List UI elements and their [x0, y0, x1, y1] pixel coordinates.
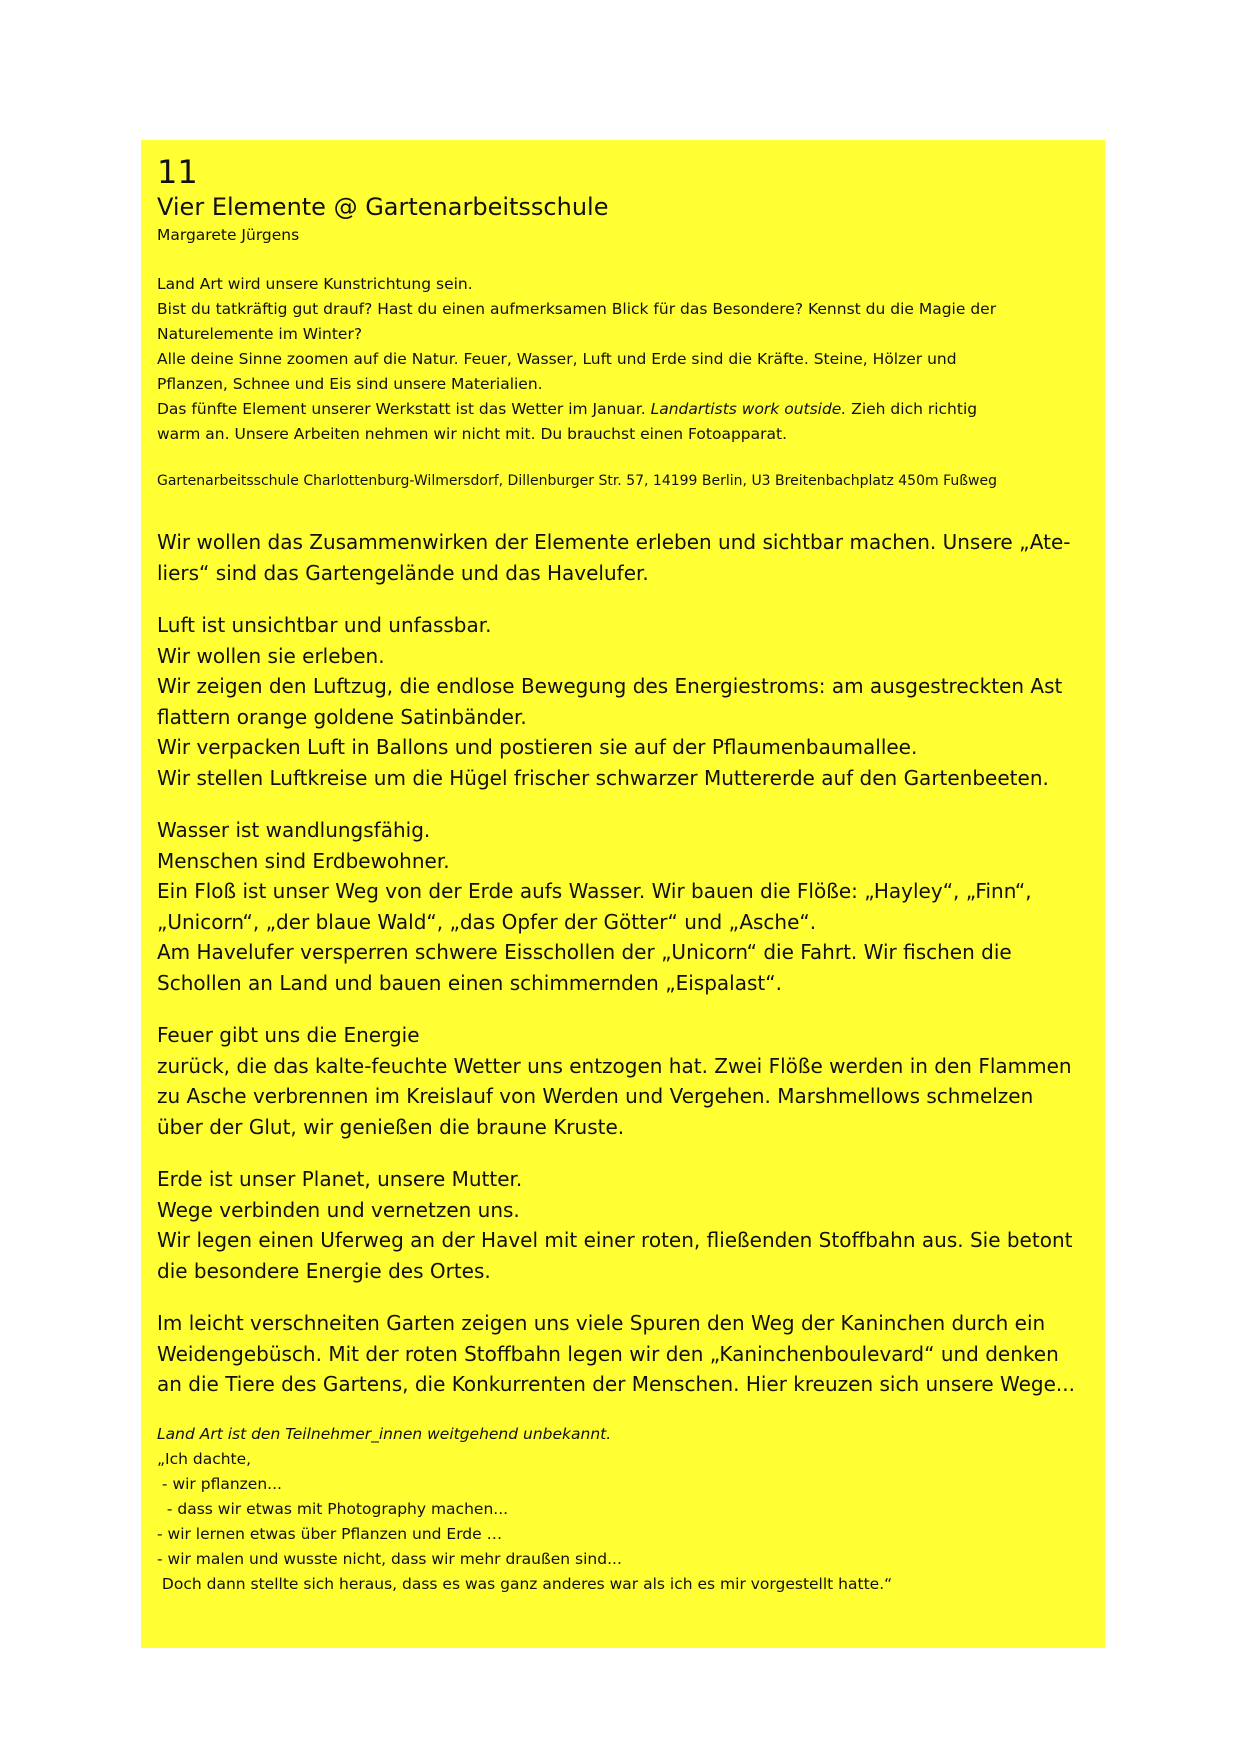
intro-italic-text: Landartists work outside. — [650, 400, 847, 418]
paragraph-line: Weidengebüsch. Mit der roten Stoffbahn legen wir den „Kaninchenboulevard“ und denken — [157, 1341, 1059, 1366]
paragraph-line: Wir wollen das Zusammenwirken der Elemente erleben und sichtbar machen. Unsere „Ate- — [157, 530, 1071, 554]
paragraph-line: Am Havelufer versperren schwere Eisschollen der „Unicorn“ die Fahrt. Wir fischen die — [157, 940, 1012, 964]
paragraph-line: Wir stellen Luftkreise um die Hügel frischer schwarzer Muttererde auf den Gartenbeeten. — [157, 765, 1049, 790]
paragraph-line: Erde ist unser Planet, unsere Mutter. — [157, 1167, 523, 1191]
paragraph-line: flattern orange goldene Satinbänder. — [157, 704, 527, 729]
quote-line: - wir lernen etwas über Pflanzen und Erde … — [157, 1524, 503, 1543]
quote-heading — [157, 1422, 1091, 1447]
intro-line: Alle deine Sinne zoomen auf die Natur. Feuer, Wasser, Luft und Erde sind die Kräfte. Steine, Hölzer und — [157, 350, 957, 368]
paragraph-line: Ein Floß ist unser Weg von der Erde aufs Wasser. Wir bauen die Flöße: „Hayley“, „Finn“, — [157, 879, 1032, 903]
paragraph-line: Wir verpacken Luft in Ballons und postieren sie auf der Pflaumenbaumallee. — [157, 735, 918, 759]
author-name: Margarete Jürgens — [157, 226, 300, 244]
paragraph-line: Feuer gibt uns die Energie — [157, 1023, 420, 1047]
paragraph-water — [157, 815, 1091, 998]
paragraph-garden — [157, 1308, 1091, 1400]
page-number: 11 — [157, 153, 198, 191]
intro-line: warm an. Unsere Arbeiten nehmen wir nicht mit. Du brauchst einen Fotoapparat. — [157, 425, 787, 443]
document-panel — [141, 140, 1105, 1648]
intro-line: Bist du tatkräftig gut drauf? Hast du einen aufmerksamen Blick für das Besondere? Kennst du die Magie der — [157, 300, 997, 318]
paragraph-line: über der Glut, wir genießen die braune Kruste. — [157, 1114, 625, 1139]
paragraph-line: an die Tiere des Gartens, die Konkurrenten der Menschen. Hier kreuzen sich unsere Wege... — [157, 1372, 1075, 1396]
quote-heading-text: Land Art ist den Teilnehmer_innen weitgehend unbekannt. — [157, 1424, 612, 1443]
paragraph-line: Wir legen einen Uferweg an der Havel mit einer roten, fließenden Stoffbahn aus. Sie betont — [157, 1228, 1073, 1252]
paragraph-earth — [157, 1164, 1091, 1286]
intro-line — [157, 397, 1091, 422]
venue-address: Gartenarbeitsschule Charlottenburg-Wilmersdorf, Dillenburger Str. 57, 14199 Berlin, U3 Breitenbachplatz 450m Fußweg — [157, 473, 997, 489]
page-title: Vier Elemente @ Gartenarbeitsschule — [157, 193, 609, 221]
paragraph-line: „Unicorn“, „der blaue Wald“, „das Opfer der Götter“ und „Asche“. — [157, 909, 817, 934]
paragraph-line: zu Asche verbrennen im Kreislauf von Werden und Vergehen. Marshmellows schmelzen — [157, 1084, 1034, 1108]
paragraph-line: Wasser ist wandlungsfähig. — [157, 818, 431, 842]
paragraph-line: zurück, die das kalte-feuchte Wetter uns entzogen hat. Zwei Flöße werden in den Flammen — [157, 1053, 1072, 1078]
paragraph-line: Wir zeigen den Luftzug, die endlose Bewegung des Energiestroms: am ausgestreckten Ast — [157, 674, 1063, 698]
intro-section — [157, 272, 1091, 447]
paragraph-intro — [157, 527, 1091, 588]
quote-line: - dass wir etwas mit Photography machen... — [157, 1499, 509, 1518]
intro-line: Naturelemente im Winter? — [157, 325, 363, 343]
intro-text: Zieh dich richtig — [846, 400, 978, 418]
paragraph-line: Menschen sind Erdbewohner. — [157, 848, 450, 873]
intro-line: Pflanzen, Schnee und Eis sind unsere Materialien. — [157, 375, 543, 393]
paragraph-line: Im leicht verschneiten Garten zeigen uns viele Spuren den Weg der Kaninchen durch ein — [157, 1311, 1046, 1335]
participant-quote — [157, 1422, 1091, 1597]
paragraph-line: die besondere Energie des Ortes. — [157, 1258, 491, 1283]
paragraph-line: Luft ist unsichtbar und unfassbar. — [157, 613, 492, 637]
quote-line: „Ich dachte, — [157, 1449, 252, 1468]
quote-line: - wir malen und wusste nicht, dass wir mehr draußen sind... — [157, 1549, 622, 1568]
body-text — [157, 527, 1091, 1400]
paragraph-line: Wir wollen sie erleben. — [157, 643, 385, 668]
quote-line: Doch dann stellte sich heraus, dass es was ganz anderes war als ich es mir vorgestellt hatte.“ — [157, 1574, 893, 1593]
paragraph-line: Wege verbinden und vernetzen uns. — [157, 1197, 520, 1222]
intro-line: Land Art wird unsere Kunstrichtung sein. — [157, 275, 473, 293]
quote-line: - wir pflanzen... — [157, 1474, 282, 1493]
paragraph-fire — [157, 1020, 1091, 1142]
intro-text: Das fünfte Element unserer Werkstatt ist das Wetter im Januar. — [157, 400, 651, 418]
paragraph-line: Schollen an Land und bauen einen schimmernden „Eispalast“. — [157, 970, 782, 995]
paragraph-line: liers“ sind das Gartengelände und das Havelufer. — [157, 560, 649, 585]
paragraph-air — [157, 610, 1091, 793]
